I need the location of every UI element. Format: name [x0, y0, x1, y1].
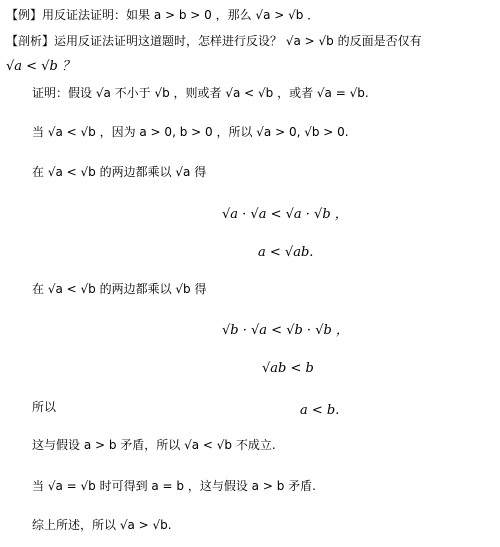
proof-assumption: 证明：假设 √a 不小于 √b ，则或者 √a < √b ，或者 √a = √b. — [32, 86, 369, 100]
contradiction-2: 当 √a = √b 时可得到 a = b ，这与假设 a > b 矛盾. — [32, 479, 316, 493]
case-less-than: 当 √a < √b ，因为 a > 0, b > 0 ，所以 √a > 0, √b > 0. — [32, 125, 349, 139]
equation-3: √b · √a < √b · √b ， — [222, 323, 349, 338]
contradiction-1: 这与假设 a > b 矛盾，所以 √a < √b 不成立. — [32, 438, 276, 452]
multiply-by-sqrt-b: 在 √a < √b 的两边都乘以 √b 得 — [32, 282, 207, 296]
example-heading: 【例】用反证法证明：如果 a > b > 0 ，那么 √a > √b ． — [6, 8, 320, 22]
analysis-line-1: 【剖析】运用反证法证明这道题时，怎样进行反设？ √a > √b 的反面是否仅有 — [6, 34, 422, 48]
equation-5: a < b. — [300, 403, 340, 418]
therefore-label: 所以 — [32, 400, 57, 414]
multiply-by-sqrt-a: 在 √a < √b 的两边都乘以 √a 得 — [32, 165, 207, 179]
conclusion: 综上所述，所以 √a > √b. — [32, 518, 172, 532]
equation-2: a < √ab. — [258, 245, 314, 260]
equation-1: √a · √a < √a · √b ， — [222, 207, 348, 222]
analysis-line-2: √a < √b ？ — [6, 59, 75, 74]
equation-4: √ab < b — [262, 361, 314, 376]
